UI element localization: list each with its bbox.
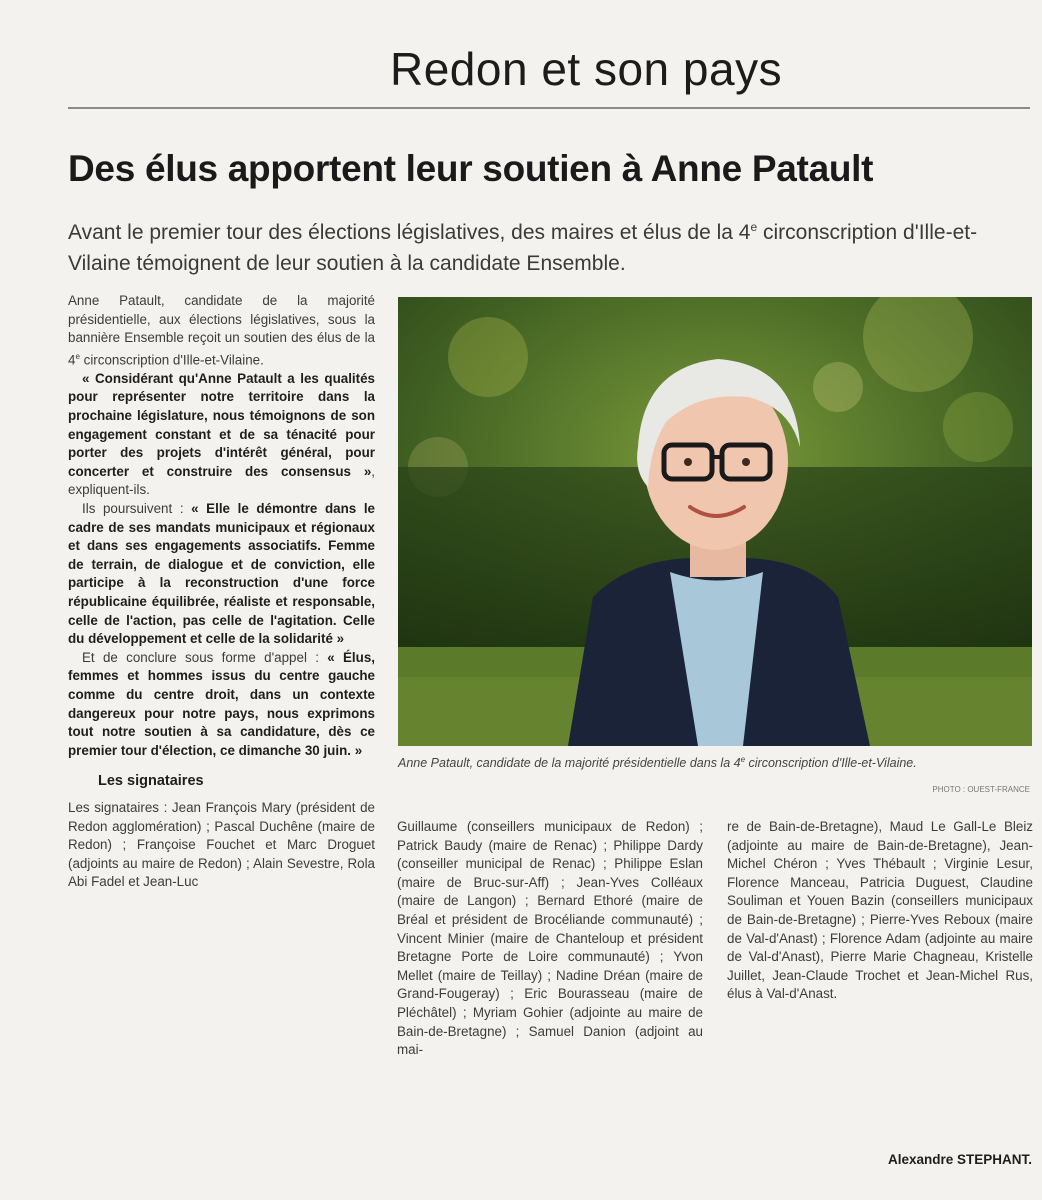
photo-caption [398, 751, 1032, 772]
conclude-lead: Et de conclure sous forme d'appel : [82, 649, 328, 665]
caption-sup: e [740, 755, 746, 764]
photo-credit: PHOTO : OUEST-FRANCE [932, 785, 1030, 794]
article-column-2 [397, 818, 703, 1060]
quote-1: « Considérant qu'Anne Patault a les qualités pour représenter notre territoire dans la prochaine législature, nous témoignons de son engagement constant et de sa ténacité pour porter des projets d'intérêt général, pour concerter et construire des consensus » [68, 370, 375, 479]
portrait-illustration [398, 297, 1032, 746]
quote-paragraph-2 [68, 500, 375, 649]
signatories-text-3: re de Bain-de-Bretagne), Maud Le Gall-Le Bleiz (adjointe au maire de Bain-de-Bretagne), Jean-Michel Chéron ; Yves Thébault ; Virginie Lesur, Florence Manceau, Patricia Duguest, Claudine Souliman et Youen Bazin (conseillers municipaux de Bain-de-Bretagne) ; Pierre-Yves Reboux (maire de Val-d'Anast) ; Florence Adam (adjointe au maire de Val-d'Anast), Pierre Marie Chagneau, Kristelle Juillet, Jean-Claude Trochet et Jean-Michel Rus, élus à Val-d'Anast. [727, 819, 1033, 1002]
caption-text-a: Anne Patault, candidate de la majorité présidentielle dans la 4 [398, 756, 741, 771]
intro-sup: e [75, 351, 80, 361]
quote-paragraph-1 [68, 370, 375, 500]
signatories-heading: Les signataires [98, 773, 204, 790]
portrait-photo [398, 297, 1032, 746]
standfirst-text-a: Avant le premier tour des élections législatives, des maires et élus de la 4 [68, 221, 751, 244]
standfirst-sup: e [750, 220, 758, 234]
article-column-1 [68, 292, 375, 892]
article-headline: Des élus apportent leur soutien à Anne Patault [68, 148, 874, 189]
caption-text-b: circonscription d'Ille-et-Vilaine. [745, 756, 917, 771]
article-column-3 [727, 818, 1033, 1004]
quote-paragraph-3 [68, 649, 375, 761]
quote-3: « Élus, femmes et hommes issus du centre gauche comme du centre droit, dans un contexte dangereux pour notre pays, nous exprimons tout notre soutien à sa candidature, dès ce premier tour d'élection, ce dimanche 30 juin. » [68, 649, 375, 758]
signatories-text-2: Guillaume (conseillers municipaux de Redon) ; Patrick Baudy (maire de Renac) ; Philippe Dardy (conseiller municipal de Renac) ; Philippe Eslan (maire de Bruc-sur-Aff) ; Jean-Yves Colléaux (maire de Langon) ; Bernard Ethoré (maire de Bréal et président de Brocéliande communauté) ; Vincent Minier (maire de Chanteloup et président Bretagne Porte de Loire communauté) ; Yvon Mellet (maire de Teillay) ; Nadine Dréan (maire de Grand-Fougeray) ; Eric Bourasseau (maire de Pléchâtel) ; Myriam Gohier (adjointe au maire de Bain-de-Bretagne) ; Samuel Danion (adjoint au mai- [397, 819, 703, 1058]
quote-1-tail: , expliquent-ils. [68, 463, 375, 498]
author-byline: Alexandre STEPHANT. [887, 1152, 1032, 1167]
section-rule [68, 107, 1030, 109]
pursue-lead: Ils poursuivent : [82, 501, 192, 516]
section-title: Redon et son pays [390, 43, 783, 95]
intro-text-b: circonscription d'Ille-et-Vilaine. [79, 352, 264, 368]
intro-text-a: Anne Patault, candidate de la majorité présidentielle, aux élections législatives, sous la bannière Ensemble reçoit un soutien des élus de la 4 [68, 293, 375, 368]
signatories-text-1: Les signataires : Jean François Mary (président de Redon agglomération) ; Pascal Duchêne (maire de Redon) ; Françoise Fouchet et Marc Droguet (adjoints au maire de Redon) ; Alain Sevestre, Rola Abi Fadel et Jean-Luc [68, 799, 375, 890]
article-standfirst [68, 212, 1038, 279]
quote-2: « Elle le démontre dans le cadre de ses mandats municipaux et régionaux et dans ses engagements associatifs. Femme de terrain, de dialogue et de conviction, elle participe à la reconstruction d'une force républicaine équilibrée, réaliste et responsable, celle de l'action, pas celle de l'agitation. Celle du développement et celle de la solidarité » [68, 501, 375, 647]
standfirst-text-b: circonscription d'Ille-et-Vilaine témoignent de leur soutien à la candidate Ensemble. [68, 221, 978, 275]
intro-paragraph [68, 292, 375, 370]
